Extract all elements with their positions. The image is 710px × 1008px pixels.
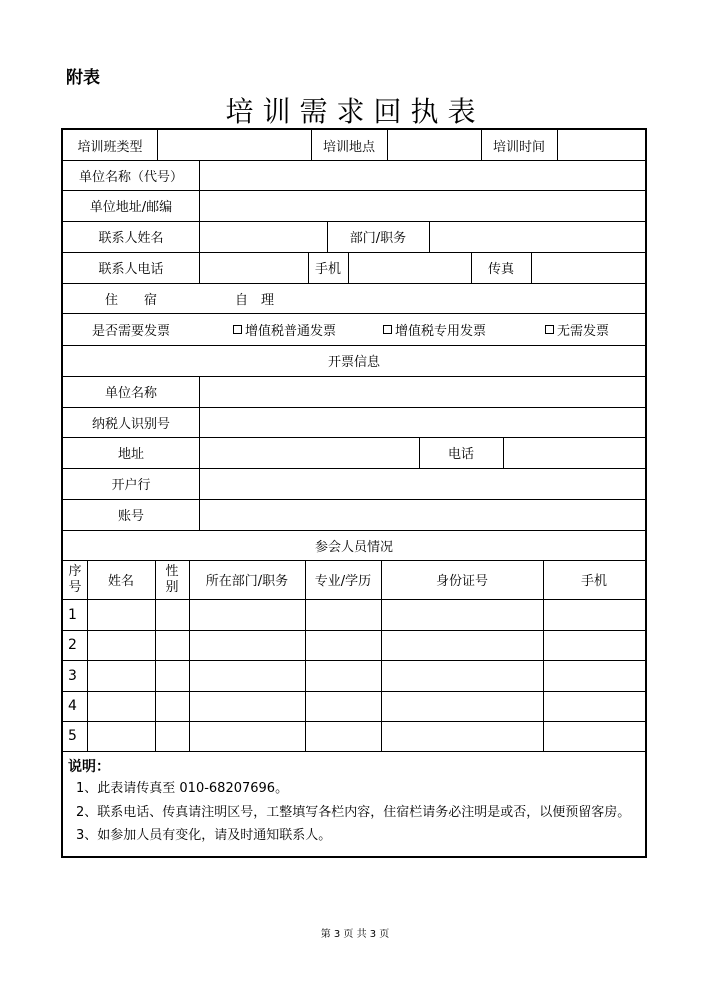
table-row-number: 5 [68,728,77,744]
row-line [63,721,645,722]
account-field[interactable] [200,499,645,530]
page-footer: 第 3 页 共 3 页 [320,929,390,940]
invoice-unit-name-field[interactable] [200,376,645,407]
time-field[interactable] [558,130,645,160]
invoice-option-special-label: 增值税专用发票 [395,323,487,339]
invoice-option-none[interactable] [545,313,645,345]
lodging-value: 自 理 [235,292,275,308]
class-type-field[interactable] [158,130,311,160]
row-line [63,599,645,600]
col-seq: 序号 [68,563,82,595]
mobile-field[interactable] [349,252,471,283]
table-row-number: 3 [68,667,77,684]
contact-name-field[interactable] [200,221,327,252]
contact-phone-field[interactable] [200,252,308,283]
checkbox-icon[interactable] [233,325,242,334]
unit-name-code-label: 单位名称（代号） [78,169,183,185]
department-position-label: 部门/职务 [349,231,407,246]
row-line [63,660,645,661]
taxpayer-id-label: 纳税人识别号 [91,416,170,432]
col-name: 姓名 [107,574,134,589]
table-row-number: 2 [68,637,77,653]
bank-label: 开户行 [111,478,151,493]
table-row-number: 1 [68,606,77,623]
invoice-unit-name-label: 单位名称 [104,386,157,401]
note-item: 3、如参加人员有变化，请及时通知联系人。 [76,828,332,843]
department-position-field[interactable] [430,221,645,252]
unit-address-label: 单位地址/邮编 [89,200,173,215]
contact-phone-label: 联系人电话 [98,262,164,277]
address-label: 地址 [117,447,144,462]
col-mobile: 手机 [580,574,607,589]
note-item: 1、此表请传真至 010-68207696。 [76,781,289,796]
contact-name-label: 联系人姓名 [98,231,164,246]
checkbox-icon[interactable] [545,325,554,334]
checkbox-icon[interactable] [383,325,392,334]
mobile-label: 手机 [314,262,341,277]
fax-label: 传真 [487,262,514,277]
invoice-option-general[interactable] [233,313,363,345]
note-item: 2、联系电话、传真请注明区号，工整填写各栏内容，住宿栏请务必注明是或否，以便预留客房。 [76,805,631,820]
bank-field[interactable] [200,468,645,499]
lodging-label: 住 宿 [104,292,157,308]
invoice-info-header: 开票信息 [327,355,380,370]
col-id: 身份证号 [435,574,488,589]
notes-title: 说明： [68,759,110,775]
address-field[interactable] [200,437,419,468]
unit-name-code-field[interactable] [200,160,645,190]
time-label: 培训时间 [492,139,545,155]
table-row-number: 4 [68,698,77,714]
invoice-option-special[interactable] [383,313,513,345]
location-label: 培训地点 [322,139,375,155]
col-gender: 性别 [165,563,179,595]
class-type-label: 培训班类型 [77,139,143,155]
row-line [63,630,645,631]
taxpayer-id-field[interactable] [200,407,645,437]
unit-address-field[interactable] [200,190,645,221]
participants-header: 参会人员情况 [314,539,393,555]
account-label: 账号 [117,509,144,524]
row-line [63,691,645,692]
invoice-label: 是否需要发票 [91,323,170,339]
location-field[interactable] [388,130,481,160]
invoice-option-none-label: 无需发票 [557,323,610,339]
phone-field[interactable] [504,437,645,468]
col-dept: 所在部门/职务 [205,574,289,589]
fax-field[interactable] [532,252,645,283]
invoice-option-general-label: 增值税普通发票 [245,323,337,339]
form-title: 培训需求回执表 [225,95,485,128]
row-line [63,751,645,752]
form-table [61,128,647,858]
attachment-label: 附表 [66,68,100,88]
phone-label: 电话 [447,447,474,462]
col-major: 专业/学历 [314,574,372,589]
